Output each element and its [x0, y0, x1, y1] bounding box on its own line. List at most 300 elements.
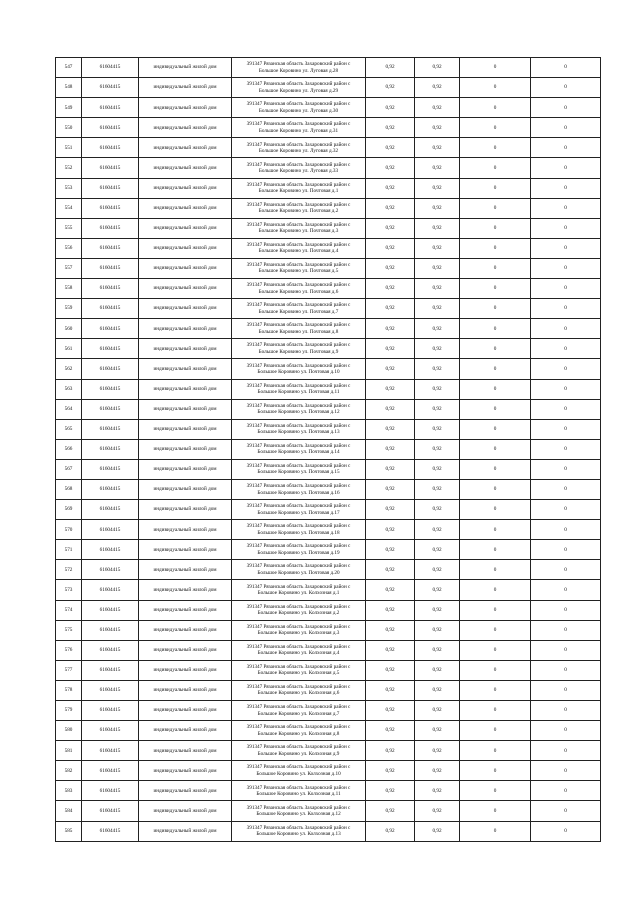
- value-3-cell: 0: [460, 540, 531, 560]
- address-cell: [232, 479, 366, 499]
- table-row: [56, 319, 601, 339]
- address-line-2: Большое Коровино ул. Луговая д.32: [258, 147, 339, 154]
- value-4-cell: 0: [531, 339, 601, 359]
- housing-registry-table: [55, 57, 601, 842]
- address-line-2: Большое Коровино ул. Почтовая д.4: [258, 248, 339, 255]
- row-number-cell: 566: [56, 439, 82, 459]
- table-row: [56, 118, 601, 138]
- address-line-1: 391347 Рязанская область Захаровский район с: [246, 764, 351, 771]
- address-line-1: 391347 Рязанская область Захаровский район с: [246, 201, 351, 208]
- value-3-cell: 0: [460, 158, 531, 178]
- value-2-cell: 0,92: [415, 801, 460, 821]
- address-line-1: 391347 Рязанская область Захаровский район с: [246, 442, 351, 449]
- address-line-1: 391347 Рязанская область Захаровский район с: [246, 61, 351, 68]
- table-row: [56, 379, 601, 399]
- value-1-cell: 0,92: [366, 439, 415, 459]
- address-line-1: 391347 Рязанская область Захаровский район с: [246, 523, 351, 530]
- row-number-cell: 575: [56, 620, 82, 640]
- building-type-cell: индивидуальный жилой дом: [139, 459, 232, 479]
- value-3-cell: 0: [460, 801, 531, 821]
- row-number-cell: 577: [56, 660, 82, 680]
- value-1-cell: 0,92: [366, 500, 415, 520]
- building-type-cell: индивидуальный жилой дом: [139, 540, 232, 560]
- value-3-cell: 0: [460, 479, 531, 499]
- building-type-cell: индивидуальный жилой дом: [139, 701, 232, 721]
- address-cell: [232, 399, 366, 419]
- oktmo-code-cell: 61604415: [82, 620, 139, 640]
- row-number-cell: 585: [56, 821, 82, 841]
- oktmo-code-cell: 61604415: [82, 158, 139, 178]
- value-1-cell: 0,92: [366, 520, 415, 540]
- value-3-cell: 0: [460, 339, 531, 359]
- value-1-cell: 0,92: [366, 78, 415, 98]
- value-4-cell: 0: [531, 238, 601, 258]
- value-4-cell: 0: [531, 761, 601, 781]
- table-row: [56, 459, 601, 479]
- address-cell: [232, 379, 366, 399]
- value-2-cell: 0,92: [415, 238, 460, 258]
- address-cell: [232, 339, 366, 359]
- address-cell: [232, 198, 366, 218]
- value-1-cell: 0,92: [366, 560, 415, 580]
- address-line-2: Большое Коровино ул. Колхозная д.6: [257, 690, 340, 697]
- value-2-cell: 0,92: [415, 158, 460, 178]
- value-3-cell: 0: [460, 319, 531, 339]
- value-4-cell: 0: [531, 741, 601, 761]
- table-row: [56, 680, 601, 700]
- value-2-cell: 0,92: [415, 520, 460, 540]
- row-number-cell: 558: [56, 279, 82, 299]
- building-type-cell: индивидуальный жилой дом: [139, 258, 232, 278]
- table-row: [56, 98, 601, 118]
- value-3-cell: 0: [460, 379, 531, 399]
- building-type-cell: индивидуальный жилой дом: [139, 721, 232, 741]
- table-row: [56, 479, 601, 499]
- address-cell: [232, 258, 366, 278]
- value-2-cell: 0,92: [415, 479, 460, 499]
- oktmo-code-cell: 61604415: [82, 459, 139, 479]
- row-number-cell: 552: [56, 158, 82, 178]
- row-number-cell: 573: [56, 580, 82, 600]
- address-line-1: 391347 Рязанская область Захаровский район с: [246, 362, 351, 369]
- building-type-cell: индивидуальный жилой дом: [139, 781, 232, 801]
- value-3-cell: 0: [460, 721, 531, 741]
- address-cell: [232, 118, 366, 138]
- address-line-2: Большое Коровино ул. Почтовая д.18: [257, 529, 340, 536]
- value-2-cell: 0,92: [415, 761, 460, 781]
- building-type-cell: индивидуальный жилой дом: [139, 741, 232, 761]
- address-line-2: Большое Коровино ул. Луговая д.29: [258, 87, 339, 94]
- table-row: [56, 238, 601, 258]
- row-number-cell: 576: [56, 640, 82, 660]
- building-type-cell: индивидуальный жилой дом: [139, 439, 232, 459]
- building-type-cell: индивидуальный жилой дом: [139, 379, 232, 399]
- table-row: [56, 721, 601, 741]
- value-3-cell: 0: [460, 520, 531, 540]
- address-line-2: Большое Коровино ул. Луговая д.28: [258, 67, 339, 74]
- oktmo-code-cell: 61604415: [82, 540, 139, 560]
- building-type-cell: индивидуальный жилой дом: [139, 218, 232, 238]
- address-line-2: Большое Коровино ул. Почтовая д.20: [257, 569, 340, 576]
- oktmo-code-cell: 61604415: [82, 660, 139, 680]
- row-number-cell: 557: [56, 258, 82, 278]
- address-line-1: 391347 Рязанская область Захаровский район с: [246, 81, 351, 88]
- building-type-cell: индивидуальный жилой дом: [139, 238, 232, 258]
- table-row: [56, 279, 601, 299]
- table-row: [56, 218, 601, 238]
- address-line-1: 391347 Рязанская область Захаровский район с: [246, 181, 351, 188]
- value-2-cell: 0,92: [415, 299, 460, 319]
- value-2-cell: 0,92: [415, 600, 460, 620]
- building-type-cell: индивидуальный жилой дом: [139, 821, 232, 841]
- address-line-1: 391347 Рязанская область Захаровский район с: [246, 402, 351, 409]
- value-3-cell: 0: [460, 701, 531, 721]
- address-line-1: 391347 Рязанская область Захаровский район с: [246, 663, 351, 670]
- value-4-cell: 0: [531, 479, 601, 499]
- address-line-2: Большое Коровино ул. Почтовая д.19: [257, 549, 340, 556]
- value-3-cell: 0: [460, 78, 531, 98]
- address-cell: [232, 620, 366, 640]
- value-1-cell: 0,92: [366, 741, 415, 761]
- address-cell: [232, 439, 366, 459]
- value-1-cell: 0,92: [366, 138, 415, 158]
- table-row: [56, 640, 601, 660]
- address-line-1: 391347 Рязанская область Захаровский район с: [246, 241, 351, 248]
- value-3-cell: 0: [460, 620, 531, 640]
- oktmo-code-cell: 61604415: [82, 279, 139, 299]
- oktmo-code-cell: 61604415: [82, 319, 139, 339]
- value-2-cell: 0,92: [415, 138, 460, 158]
- value-2-cell: 0,92: [415, 319, 460, 339]
- value-4-cell: 0: [531, 620, 601, 640]
- building-type-cell: индивидуальный жилой дом: [139, 158, 232, 178]
- value-1-cell: 0,92: [366, 600, 415, 620]
- address-line-2: Большое Коровино ул. Почтовая д.16: [257, 489, 340, 496]
- address-line-1: 391347 Рязанская область Захаровский район с: [246, 141, 351, 148]
- row-number-cell: 572: [56, 560, 82, 580]
- address-line-1: 391347 Рязанская область Захаровский район с: [246, 282, 351, 289]
- oktmo-code-cell: 61604415: [82, 781, 139, 801]
- value-1-cell: 0,92: [366, 580, 415, 600]
- oktmo-code-cell: 61604415: [82, 520, 139, 540]
- oktmo-code-cell: 61604415: [82, 339, 139, 359]
- building-type-cell: индивидуальный жилой дом: [139, 319, 232, 339]
- table-row: [56, 580, 601, 600]
- value-2-cell: 0,92: [415, 580, 460, 600]
- value-1-cell: 0,92: [366, 459, 415, 479]
- value-1-cell: 0,92: [366, 319, 415, 339]
- oktmo-code-cell: 61604415: [82, 198, 139, 218]
- address-line-2: Большое Коровино ул. Колхозная д.5: [257, 670, 340, 677]
- address-line-1: 391347 Рязанская область Захаровский район с: [246, 563, 351, 570]
- value-2-cell: 0,92: [415, 680, 460, 700]
- table-row: [56, 741, 601, 761]
- value-4-cell: 0: [531, 660, 601, 680]
- address-cell: [232, 580, 366, 600]
- value-3-cell: 0: [460, 98, 531, 118]
- building-type-cell: индивидуальный жилой дом: [139, 198, 232, 218]
- table-row: [56, 500, 601, 520]
- address-line-2: Большое Коровино ул. Почтовая д.1: [258, 188, 339, 195]
- address-line-1: 391347 Рязанская область Захаровский район с: [246, 603, 351, 610]
- value-1-cell: 0,92: [366, 218, 415, 238]
- address-line-2: Большое Коровино ул. Колхозная д.11: [256, 790, 341, 797]
- table-row: [56, 58, 601, 78]
- address-line-1: 391347 Рязанская область Захаровский район с: [246, 463, 351, 470]
- row-number-cell: 563: [56, 379, 82, 399]
- value-4-cell: 0: [531, 419, 601, 439]
- value-3-cell: 0: [460, 600, 531, 620]
- oktmo-code-cell: 61604415: [82, 580, 139, 600]
- value-4-cell: 0: [531, 138, 601, 158]
- value-2-cell: 0,92: [415, 540, 460, 560]
- row-number-cell: 547: [56, 58, 82, 78]
- value-4-cell: 0: [531, 98, 601, 118]
- row-number-cell: 582: [56, 761, 82, 781]
- table-row: [56, 419, 601, 439]
- value-2-cell: 0,92: [415, 721, 460, 741]
- value-1-cell: 0,92: [366, 419, 415, 439]
- row-number-cell: 578: [56, 680, 82, 700]
- value-4-cell: 0: [531, 640, 601, 660]
- address-cell: [232, 500, 366, 520]
- table-row: [56, 78, 601, 98]
- oktmo-code-cell: 61604415: [82, 600, 139, 620]
- building-type-cell: индивидуальный жилой дом: [139, 620, 232, 640]
- address-line-2: Большое Коровино ул. Почтовая д.9: [258, 348, 339, 355]
- row-number-cell: 562: [56, 359, 82, 379]
- oktmo-code-cell: 61604415: [82, 299, 139, 319]
- value-1-cell: 0,92: [366, 640, 415, 660]
- value-2-cell: 0,92: [415, 98, 460, 118]
- oktmo-code-cell: 61604415: [82, 58, 139, 78]
- building-type-cell: индивидуальный жилой дом: [139, 660, 232, 680]
- table-row: [56, 158, 601, 178]
- address-line-2: Большое Коровино ул. Почтовая д.13: [257, 429, 340, 436]
- address-line-1: 391347 Рязанская область Захаровский район с: [246, 161, 351, 168]
- value-3-cell: 0: [460, 198, 531, 218]
- value-1-cell: 0,92: [366, 680, 415, 700]
- value-1-cell: 0,92: [366, 701, 415, 721]
- value-2-cell: 0,92: [415, 620, 460, 640]
- table-row: [56, 801, 601, 821]
- value-4-cell: 0: [531, 359, 601, 379]
- value-1-cell: 0,92: [366, 399, 415, 419]
- row-number-cell: 548: [56, 78, 82, 98]
- value-1-cell: 0,92: [366, 620, 415, 640]
- table-row: [56, 439, 601, 459]
- value-4-cell: 0: [531, 520, 601, 540]
- row-number-cell: 579: [56, 701, 82, 721]
- building-type-cell: индивидуальный жилой дом: [139, 118, 232, 138]
- table-body: [56, 58, 601, 842]
- row-number-cell: 580: [56, 721, 82, 741]
- value-1-cell: 0,92: [366, 379, 415, 399]
- address-line-2: Большое Коровино ул. Почтовая д.3: [258, 228, 339, 235]
- value-3-cell: 0: [460, 781, 531, 801]
- value-3-cell: 0: [460, 399, 531, 419]
- building-type-cell: индивидуальный жилой дом: [139, 58, 232, 78]
- table-row: [56, 258, 601, 278]
- row-number-cell: 570: [56, 520, 82, 540]
- address-cell: [232, 741, 366, 761]
- row-number-cell: 550: [56, 118, 82, 138]
- value-4-cell: 0: [531, 500, 601, 520]
- table-row: [56, 520, 601, 540]
- value-2-cell: 0,92: [415, 78, 460, 98]
- address-line-1: 391347 Рязанская область Захаровский район с: [246, 704, 351, 711]
- oktmo-code-cell: 61604415: [82, 801, 139, 821]
- address-line-1: 391347 Рязанская область Захаровский район с: [246, 543, 351, 550]
- oktmo-code-cell: 61604415: [82, 500, 139, 520]
- address-line-2: Большое Коровино ул. Почтовая д.8: [258, 328, 339, 335]
- building-type-cell: индивидуальный жилой дом: [139, 279, 232, 299]
- address-line-2: Большое Коровино ул. Почтовая д.6: [258, 288, 339, 295]
- building-type-cell: индивидуальный жилой дом: [139, 761, 232, 781]
- value-4-cell: 0: [531, 379, 601, 399]
- address-line-2: Большое Коровино ул. Колхозная д.8: [257, 730, 340, 737]
- value-1-cell: 0,92: [366, 198, 415, 218]
- value-2-cell: 0,92: [415, 118, 460, 138]
- value-4-cell: 0: [531, 198, 601, 218]
- value-2-cell: 0,92: [415, 379, 460, 399]
- value-3-cell: 0: [460, 118, 531, 138]
- address-cell: [232, 419, 366, 439]
- address-cell: [232, 680, 366, 700]
- building-type-cell: индивидуальный жилой дом: [139, 560, 232, 580]
- oktmo-code-cell: 61604415: [82, 78, 139, 98]
- value-3-cell: 0: [460, 138, 531, 158]
- table-row: [56, 600, 601, 620]
- value-4-cell: 0: [531, 560, 601, 580]
- table-row: [56, 620, 601, 640]
- oktmo-code-cell: 61604415: [82, 479, 139, 499]
- value-2-cell: 0,92: [415, 178, 460, 198]
- value-2-cell: 0,92: [415, 781, 460, 801]
- value-3-cell: 0: [460, 761, 531, 781]
- value-1-cell: 0,92: [366, 118, 415, 138]
- address-line-2: Большое Коровино ул. Колхозная д.9: [257, 750, 340, 757]
- table-row: [56, 560, 601, 580]
- oktmo-code-cell: 61604415: [82, 178, 139, 198]
- value-2-cell: 0,92: [415, 218, 460, 238]
- address-line-1: 391347 Рязанская область Захаровский район с: [246, 262, 351, 269]
- value-4-cell: 0: [531, 118, 601, 138]
- value-2-cell: 0,92: [415, 258, 460, 278]
- oktmo-code-cell: 61604415: [82, 439, 139, 459]
- address-line-1: 391347 Рязанская область Захаровский район с: [246, 302, 351, 309]
- value-1-cell: 0,92: [366, 158, 415, 178]
- value-2-cell: 0,92: [415, 459, 460, 479]
- value-2-cell: 0,92: [415, 198, 460, 218]
- building-type-cell: индивидуальный жилой дом: [139, 419, 232, 439]
- oktmo-code-cell: 61604415: [82, 359, 139, 379]
- address-line-2: Большое Коровино ул. Почтовая д.5: [258, 268, 339, 275]
- address-cell: [232, 279, 366, 299]
- value-1-cell: 0,92: [366, 540, 415, 560]
- address-line-1: 391347 Рязанская область Захаровский район с: [246, 744, 351, 751]
- address-line-2: Большое Коровино ул. Колхозная д.4: [257, 650, 340, 657]
- table-row: [56, 781, 601, 801]
- building-type-cell: индивидуальный жилой дом: [139, 138, 232, 158]
- value-3-cell: 0: [460, 279, 531, 299]
- value-2-cell: 0,92: [415, 279, 460, 299]
- address-cell: [232, 158, 366, 178]
- value-1-cell: 0,92: [366, 660, 415, 680]
- address-line-2: Большое Коровино ул. Луговая д.33: [258, 168, 339, 175]
- value-2-cell: 0,92: [415, 500, 460, 520]
- address-line-1: 391347 Рязанская область Захаровский район с: [246, 121, 351, 128]
- row-number-cell: 581: [56, 741, 82, 761]
- address-line-1: 391347 Рязанская область Захаровский район с: [246, 342, 351, 349]
- value-4-cell: 0: [531, 721, 601, 741]
- value-3-cell: 0: [460, 459, 531, 479]
- address-line-2: Большое Коровино ул. Почтовая д.7: [258, 308, 339, 315]
- row-number-cell: 567: [56, 459, 82, 479]
- building-type-cell: индивидуальный жилой дом: [139, 299, 232, 319]
- address-cell: [232, 218, 366, 238]
- address-cell: [232, 660, 366, 680]
- address-line-2: Большое Коровино ул. Луговая д.30: [258, 107, 339, 114]
- address-cell: [232, 821, 366, 841]
- oktmo-code-cell: 61604415: [82, 761, 139, 781]
- table-row: [56, 399, 601, 419]
- value-1-cell: 0,92: [366, 279, 415, 299]
- address-cell: [232, 600, 366, 620]
- value-1-cell: 0,92: [366, 258, 415, 278]
- value-4-cell: 0: [531, 680, 601, 700]
- oktmo-code-cell: 61604415: [82, 118, 139, 138]
- value-4-cell: 0: [531, 279, 601, 299]
- value-4-cell: 0: [531, 258, 601, 278]
- address-cell: [232, 58, 366, 78]
- address-cell: [232, 640, 366, 660]
- address-cell: [232, 78, 366, 98]
- row-number-cell: 574: [56, 600, 82, 620]
- address-line-2: Большое Коровино ул. Колхозная д.3: [257, 630, 340, 637]
- value-2-cell: 0,92: [415, 821, 460, 841]
- address-line-1: 391347 Рязанская область Захаровский район с: [246, 824, 351, 831]
- address-cell: [232, 238, 366, 258]
- building-type-cell: индивидуальный жилой дом: [139, 339, 232, 359]
- address-line-2: Большое Коровино ул. Колхозная д.12: [256, 811, 341, 818]
- row-number-cell: 551: [56, 138, 82, 158]
- value-3-cell: 0: [460, 821, 531, 841]
- value-3-cell: 0: [460, 419, 531, 439]
- address-line-1: 391347 Рязанская область Захаровский район с: [246, 784, 351, 791]
- value-3-cell: 0: [460, 439, 531, 459]
- table-row: [56, 540, 601, 560]
- value-2-cell: 0,92: [415, 419, 460, 439]
- address-line-2: Большое Коровино ул. Почтовая д.17: [257, 509, 340, 516]
- table-row: [56, 178, 601, 198]
- address-cell: [232, 721, 366, 741]
- address-cell: [232, 801, 366, 821]
- oktmo-code-cell: 61604415: [82, 419, 139, 439]
- building-type-cell: индивидуальный жилой дом: [139, 600, 232, 620]
- oktmo-code-cell: 61604415: [82, 98, 139, 118]
- table-row: [56, 660, 601, 680]
- address-line-2: Большое Коровино ул. Почтовая д.2: [258, 208, 339, 215]
- row-number-cell: 565: [56, 419, 82, 439]
- table-row: [56, 339, 601, 359]
- value-4-cell: 0: [531, 58, 601, 78]
- address-cell: [232, 781, 366, 801]
- table-row: [56, 761, 601, 781]
- address-line-2: Большое Коровино ул. Колхозная д.10: [256, 770, 341, 777]
- address-cell: [232, 701, 366, 721]
- oktmo-code-cell: 61604415: [82, 701, 139, 721]
